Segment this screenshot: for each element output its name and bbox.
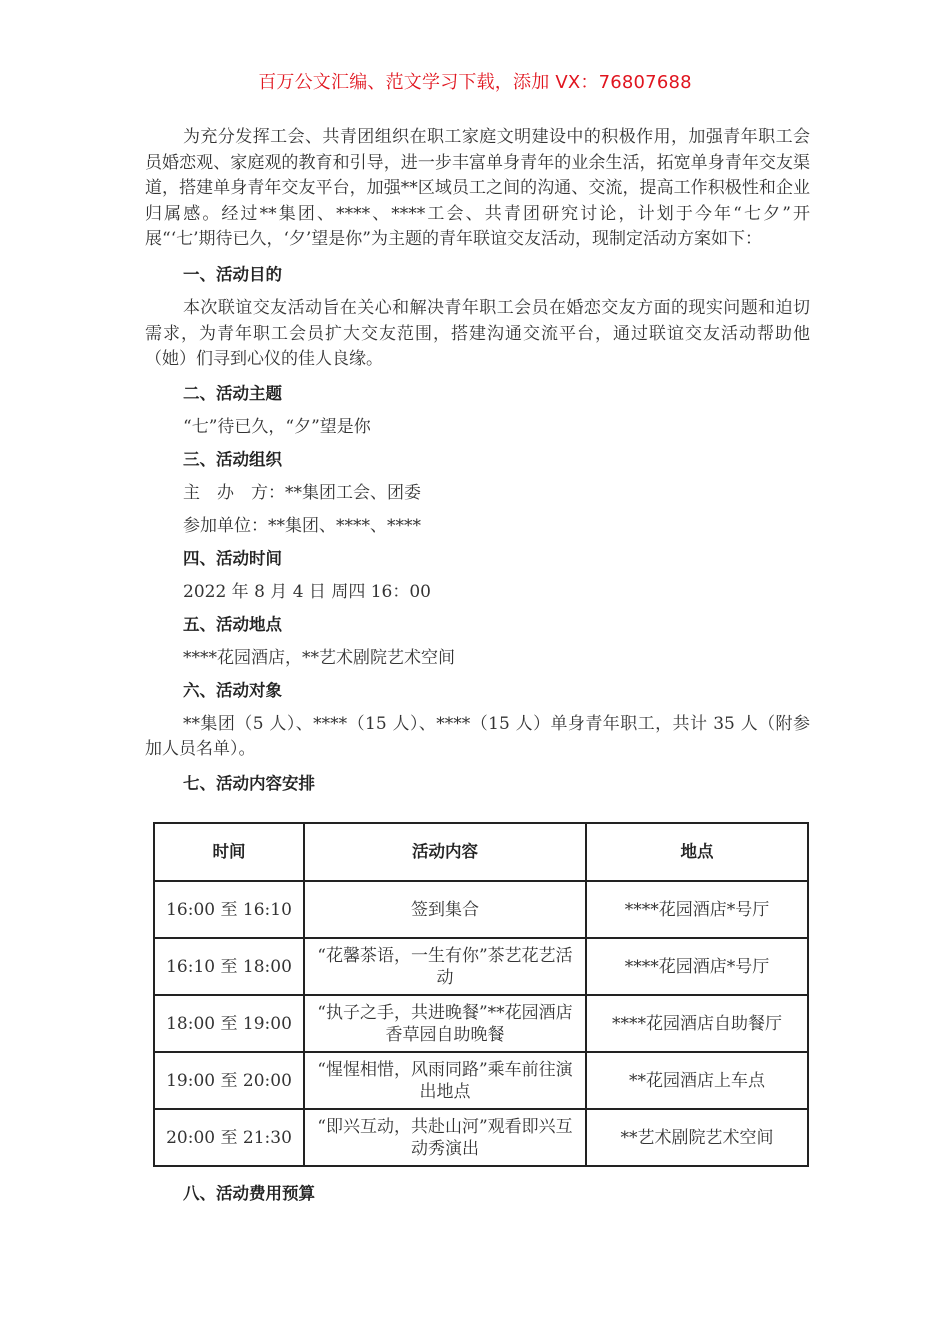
cell-content: “执子之手，共进晚餐”**花园酒店香草园自助晚餐 [304,995,586,1052]
cell-time: 18:00 至 19:00 [154,995,304,1052]
header-place: 地点 [586,823,808,881]
cell-content: “花馨茶语，一生有你”茶艺花艺活动 [304,938,586,995]
cell-place: **花园酒店上车点 [586,1052,808,1109]
cell-time: 16:00 至 16:10 [154,881,304,938]
table-row [154,938,808,995]
section-heading-organization: 三、活动组织 [183,449,282,469]
document-body [145,125,810,796]
table-header-row [154,823,808,881]
header-content: 活动内容 [304,823,586,881]
table-row [154,995,808,1052]
cell-place: ****花园酒店自助餐厅 [586,995,808,1052]
section-heading-theme: 二、活动主题 [183,383,282,403]
header-time: 时间 [154,823,304,881]
theme-text: “七”待已久，“夕”望是你 [183,416,371,437]
section-heading-location: 五、活动地点 [183,614,282,634]
section-heading-time: 四、活动时间 [183,548,282,568]
organizer-text: 主 办 方：**集团工会、团委 [183,482,421,503]
time-text: 2022 年 8 月 4 日 周四 16：00 [183,581,431,602]
schedule-table [153,822,809,1167]
cell-time: 16:10 至 18:00 [154,938,304,995]
location-text: ****花园酒店，**艺术剧院艺术空间 [183,647,455,668]
cell-place: **艺术剧院艺术空间 [586,1109,808,1166]
section-heading-schedule: 七、活动内容安排 [183,773,315,793]
table-row [154,1052,808,1109]
cell-place: ****花园酒店*号厅 [586,881,808,938]
cell-time: 20:00 至 21:30 [154,1109,304,1166]
table-row [154,1109,808,1166]
purpose-paragraph: 本次联谊交友活动旨在关心和解决青年职工会员在婚恋交友方面的现实问题和迫切需求，为青年职工会员扩大交友范围，搭建沟通交流平台，通过联谊交友活动帮助他（她）们寻到心仪的佳人良缘。 [145,297,810,370]
table-row [154,881,808,938]
cell-content: 签到集合 [304,881,586,938]
cell-time: 19:00 至 20:00 [154,1052,304,1109]
audience-paragraph: **集团（5 人）、****（15 人）、****（15 人）单身青年职工，共计 35 人（附参加人员名单）。 [145,713,810,760]
intro-paragraph: 为充分发挥工会、共青团组织在职工家庭文明建设中的积极作用，加强青年职工会员婚恋观、家庭观的教育和引导，进一步丰富单身青年的业余生活，拓宽单身青年交友渠道，搭建单身青年交友平台，加强**区域员工之间的沟通、交流，提高工作积极性和企业归属感。经过**集团、****、****工会、共青团研究讨论，计划于今年“七夕”开展“‘七’期待已久，‘夕’望是你”为主题的青年联谊交友活动，现制定活动方案如下： [145,127,810,250]
section-heading-purpose: 一、活动目的 [183,264,282,284]
section-heading-budget: 八、活动费用预算 [183,1184,315,1203]
cell-place: ****花园酒店*号厅 [586,938,808,995]
cell-content: “即兴互动，共赴山河”观看即兴互动秀演出 [304,1109,586,1166]
watermark-banner: 百万公文汇编、范文学习下载，添加 VX：76807688 [258,72,692,93]
cell-content: “惺惺相惜，风雨同路”乘车前往演出地点 [304,1052,586,1109]
section-heading-audience: 六、活动对象 [183,680,282,700]
participants-text: 参加单位：**集团、****、**** [183,515,421,536]
